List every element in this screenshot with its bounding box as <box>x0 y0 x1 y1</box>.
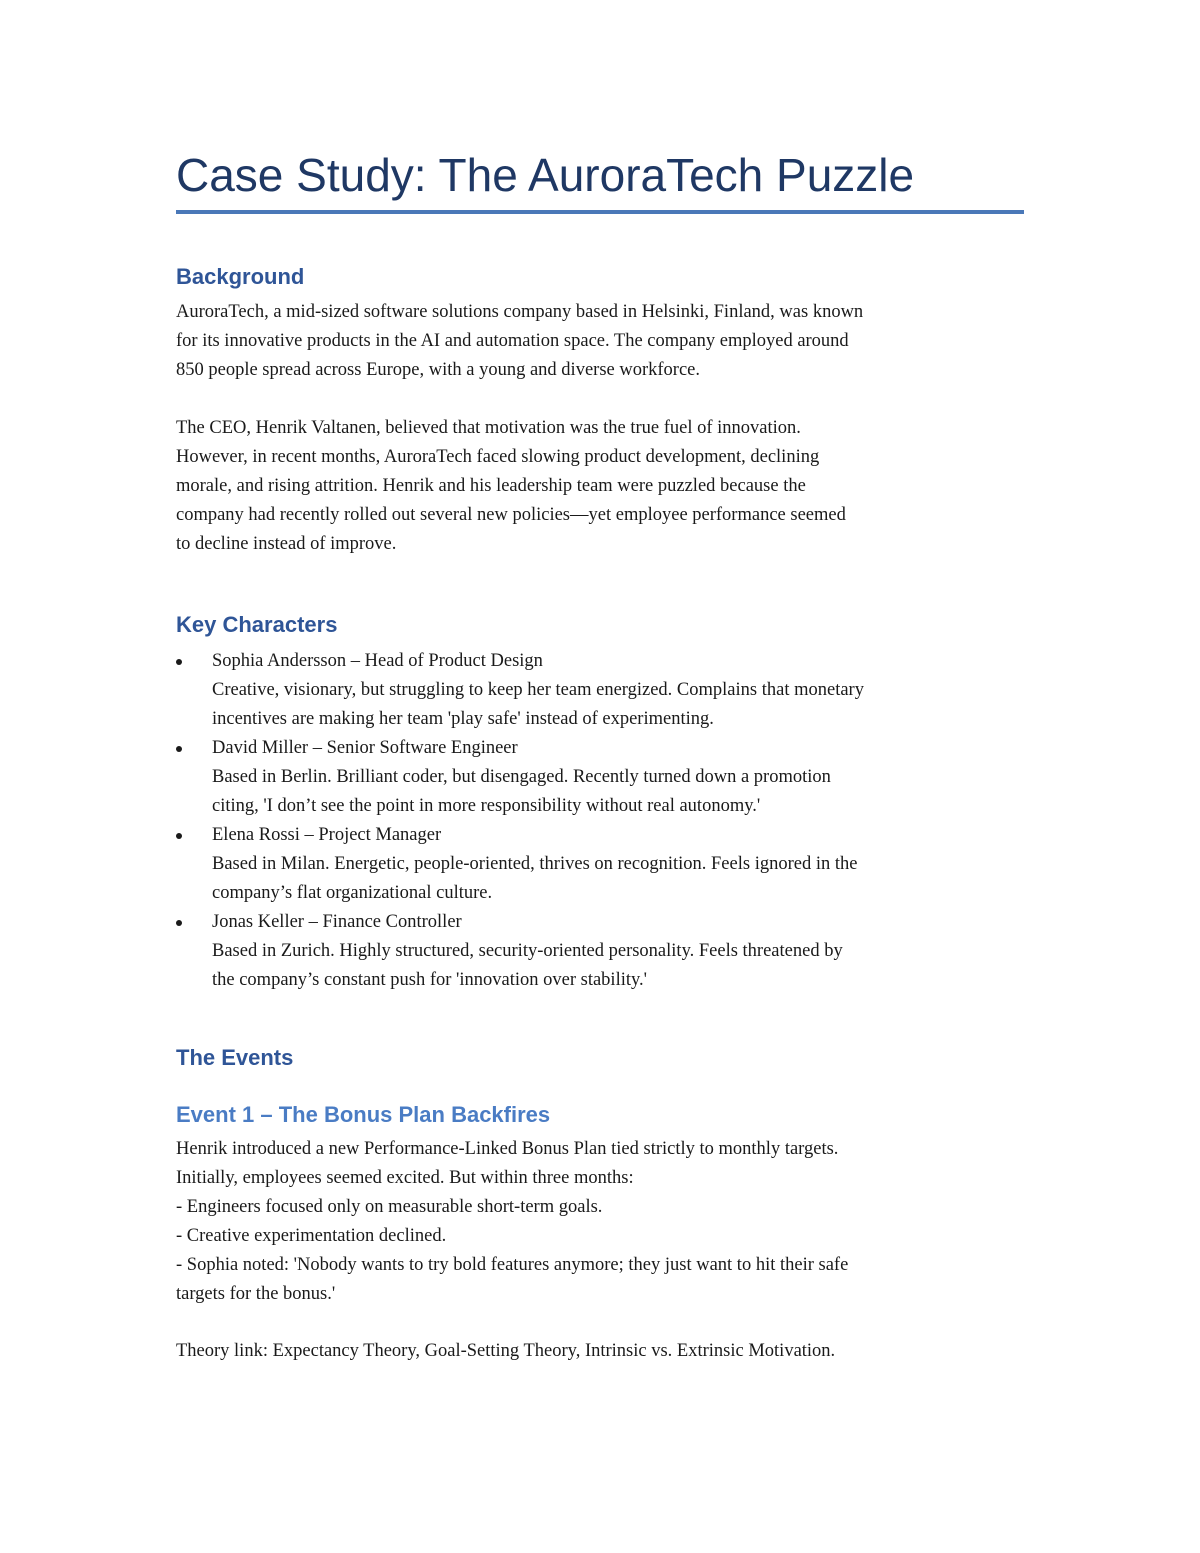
key-characters-heading: Key Characters <box>176 612 338 637</box>
character-name: Elena Rossi – Project Manager <box>212 825 442 845</box>
character-description: the company’s constant push for 'innovation over stability.' <box>212 970 648 990</box>
events-heading: The Events <box>176 1045 294 1070</box>
text-line: However, in recent months, AuroraTech faced slowing product development, declining <box>176 447 820 467</box>
text-line: to decline instead of improve. <box>176 534 397 554</box>
character-description: Based in Berlin. Brilliant coder, but disengaged. Recently turned down a promotion <box>212 767 831 787</box>
background-heading: Background <box>176 264 305 289</box>
character-name: David Miller – Senior Software Engineer <box>212 738 518 758</box>
text-line: Henrik introduced a new Performance-Linked Bonus Plan tied strictly to monthly targets. <box>176 1139 839 1159</box>
text-line: targets for the bonus.' <box>176 1284 336 1304</box>
character-list <box>176 647 1026 995</box>
text-line: - Sophia noted: 'Nobody wants to try bold features anymore; they just want to hit their safe <box>176 1255 849 1275</box>
document-title: Case Study: The AuroraTech Puzzle <box>176 149 915 201</box>
event-1-theory-link <box>176 1337 1026 1366</box>
text-line: - Engineers focused only on measurable short-term goals. <box>176 1197 603 1217</box>
bullet-icon <box>176 659 182 665</box>
character-description: Based in Milan. Energetic, people-oriented, thrives on recognition. Feels ignored in the <box>212 854 858 874</box>
list-item <box>176 647 1026 734</box>
text-line: Theory link: Expectancy Theory, Goal-Setting Theory, Intrinsic vs. Extrinsic Motivation. <box>176 1341 836 1361</box>
bullet-icon <box>176 833 182 839</box>
background-paragraph-1 <box>176 298 1026 385</box>
event-1-body <box>176 1135 1026 1309</box>
list-item <box>176 908 1026 995</box>
character-name: Jonas Keller – Finance Controller <box>212 912 462 932</box>
list-item <box>176 821 1026 908</box>
event-1-heading: Event 1 – The Bonus Plan Backfires <box>176 1102 551 1127</box>
text-line: morale, and rising attrition. Henrik and his leadership team were puzzled because the <box>176 476 806 496</box>
list-item <box>176 734 1026 821</box>
character-description: company’s flat organizational culture. <box>212 883 493 903</box>
text-line: Initially, employees seemed excited. But within three months: <box>176 1168 634 1188</box>
character-description: Creative, visionary, but struggling to keep her team energized. Complains that monetary <box>212 680 864 700</box>
text-line: - Creative experimentation declined. <box>176 1226 447 1246</box>
text-line: company had recently rolled out several new policies—yet employee performance seemed <box>176 505 846 525</box>
character-description: Based in Zurich. Highly structured, security-oriented personality. Feels threatened by <box>212 941 843 961</box>
background-paragraph-2 <box>176 414 1026 559</box>
bullet-icon <box>176 746 182 752</box>
character-name: Sophia Andersson – Head of Product Design <box>212 651 543 671</box>
text-line: The CEO, Henrik Valtanen, believed that motivation was the true fuel of innovation. <box>176 418 801 438</box>
bullet-icon <box>176 920 182 926</box>
text-line: 850 people spread across Europe, with a young and diverse workforce. <box>176 360 700 380</box>
character-description: citing, 'I don’t see the point in more responsibility without real autonomy.' <box>212 796 761 816</box>
character-description: incentives are making her team 'play safe' instead of experimenting. <box>212 709 714 729</box>
title-underline <box>176 210 1024 214</box>
text-line: for its innovative products in the AI and automation space. The company employed around <box>176 331 849 351</box>
text-line: AuroraTech, a mid-sized software solutions company based in Helsinki, Finland, was known <box>176 302 864 322</box>
